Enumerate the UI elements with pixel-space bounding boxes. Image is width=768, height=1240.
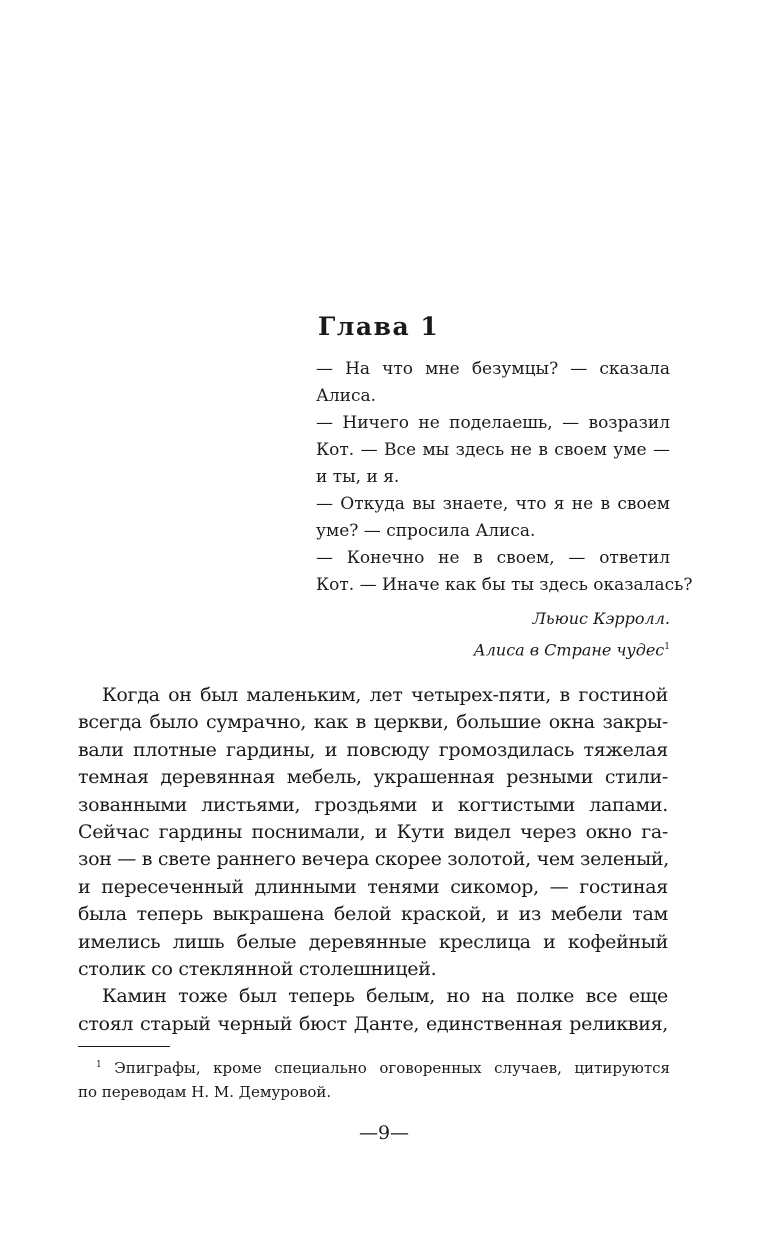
body-line: Сейчас гардины поснимали, и Кути видел через окно га-	[78, 821, 668, 844]
epigraph	[316, 356, 693, 599]
body-text	[78, 682, 668, 1038]
chapter-title: Глава 1	[318, 312, 440, 341]
epigraph-author: Льюис Кэрролл.	[532, 609, 670, 628]
body-line: столик со стеклянной столешницей.	[78, 958, 437, 981]
footnote-mark: 1	[96, 1060, 102, 1070]
body-line: вали плотные гардины, и повсюду громоздилась тяжелая	[78, 738, 668, 761]
body-line: была теперь выкрашена белой краской, и из мебели там	[78, 903, 668, 926]
epigraph-line: — На что мне безумцы? — сказала	[316, 359, 670, 379]
footnote-divider	[78, 1046, 170, 1047]
page-number: —9—	[358, 1122, 410, 1144]
footnote-text: Эпиграфы, кроме специально оговоренных случаев, цитируются	[114, 1059, 670, 1077]
body-line: темная деревянная мебель, украшенная резными стили-	[78, 766, 668, 789]
body-line: всегда было сумрачно, как в церкви, большие окна закры-	[78, 711, 668, 734]
footnote-reference[interactable]: 1	[664, 642, 670, 652]
epigraph-attribution	[474, 604, 670, 664]
footnote-line: по переводам Н. М. Демуровой.	[78, 1083, 332, 1101]
epigraph-line: — Ничего не поделаешь, — возразил	[316, 413, 670, 433]
footnote	[78, 1053, 670, 1104]
epigraph-line: Алиса.	[316, 386, 377, 406]
body-line: Камин тоже был теперь белым, но на полке все еще	[102, 985, 668, 1008]
body-line: Когда он был маленьким, лет четырех-пяти, в гостиной	[102, 684, 668, 706]
epigraph-line: Кот. — Иначе как бы ты здесь оказалась?	[316, 575, 693, 595]
epigraph-line: уме? — спросила Алиса.	[316, 521, 536, 541]
epigraph-line: — Конечно не в своем, — ответил	[316, 548, 670, 568]
epigraph-line: — Откуда вы знаете, что я не в своем	[316, 494, 670, 514]
body-line: зон — в свете раннего вечера скорее золотой, чем зеленый,	[78, 848, 670, 871]
epigraph-source	[474, 633, 670, 664]
epigraph-source-title: Алиса в Стране чудес	[473, 640, 665, 660]
body-line: и пересеченный длинными тенями сикомор, — гостиная	[78, 875, 668, 898]
body-line: зованными листьями, гроздьями и когтистыми лапами.	[78, 793, 668, 816]
body-line: стоял старый черный бюст Данте, единственная реликвия,	[78, 1012, 668, 1035]
footnote-line	[78, 1053, 670, 1080]
epigraph-line: и ты, и я.	[316, 467, 400, 487]
epigraph-line: Кот. — Все мы здесь не в своем уме —	[316, 440, 670, 460]
body-line: имелись лишь белые деревянные креслица и кофейный	[78, 930, 668, 953]
